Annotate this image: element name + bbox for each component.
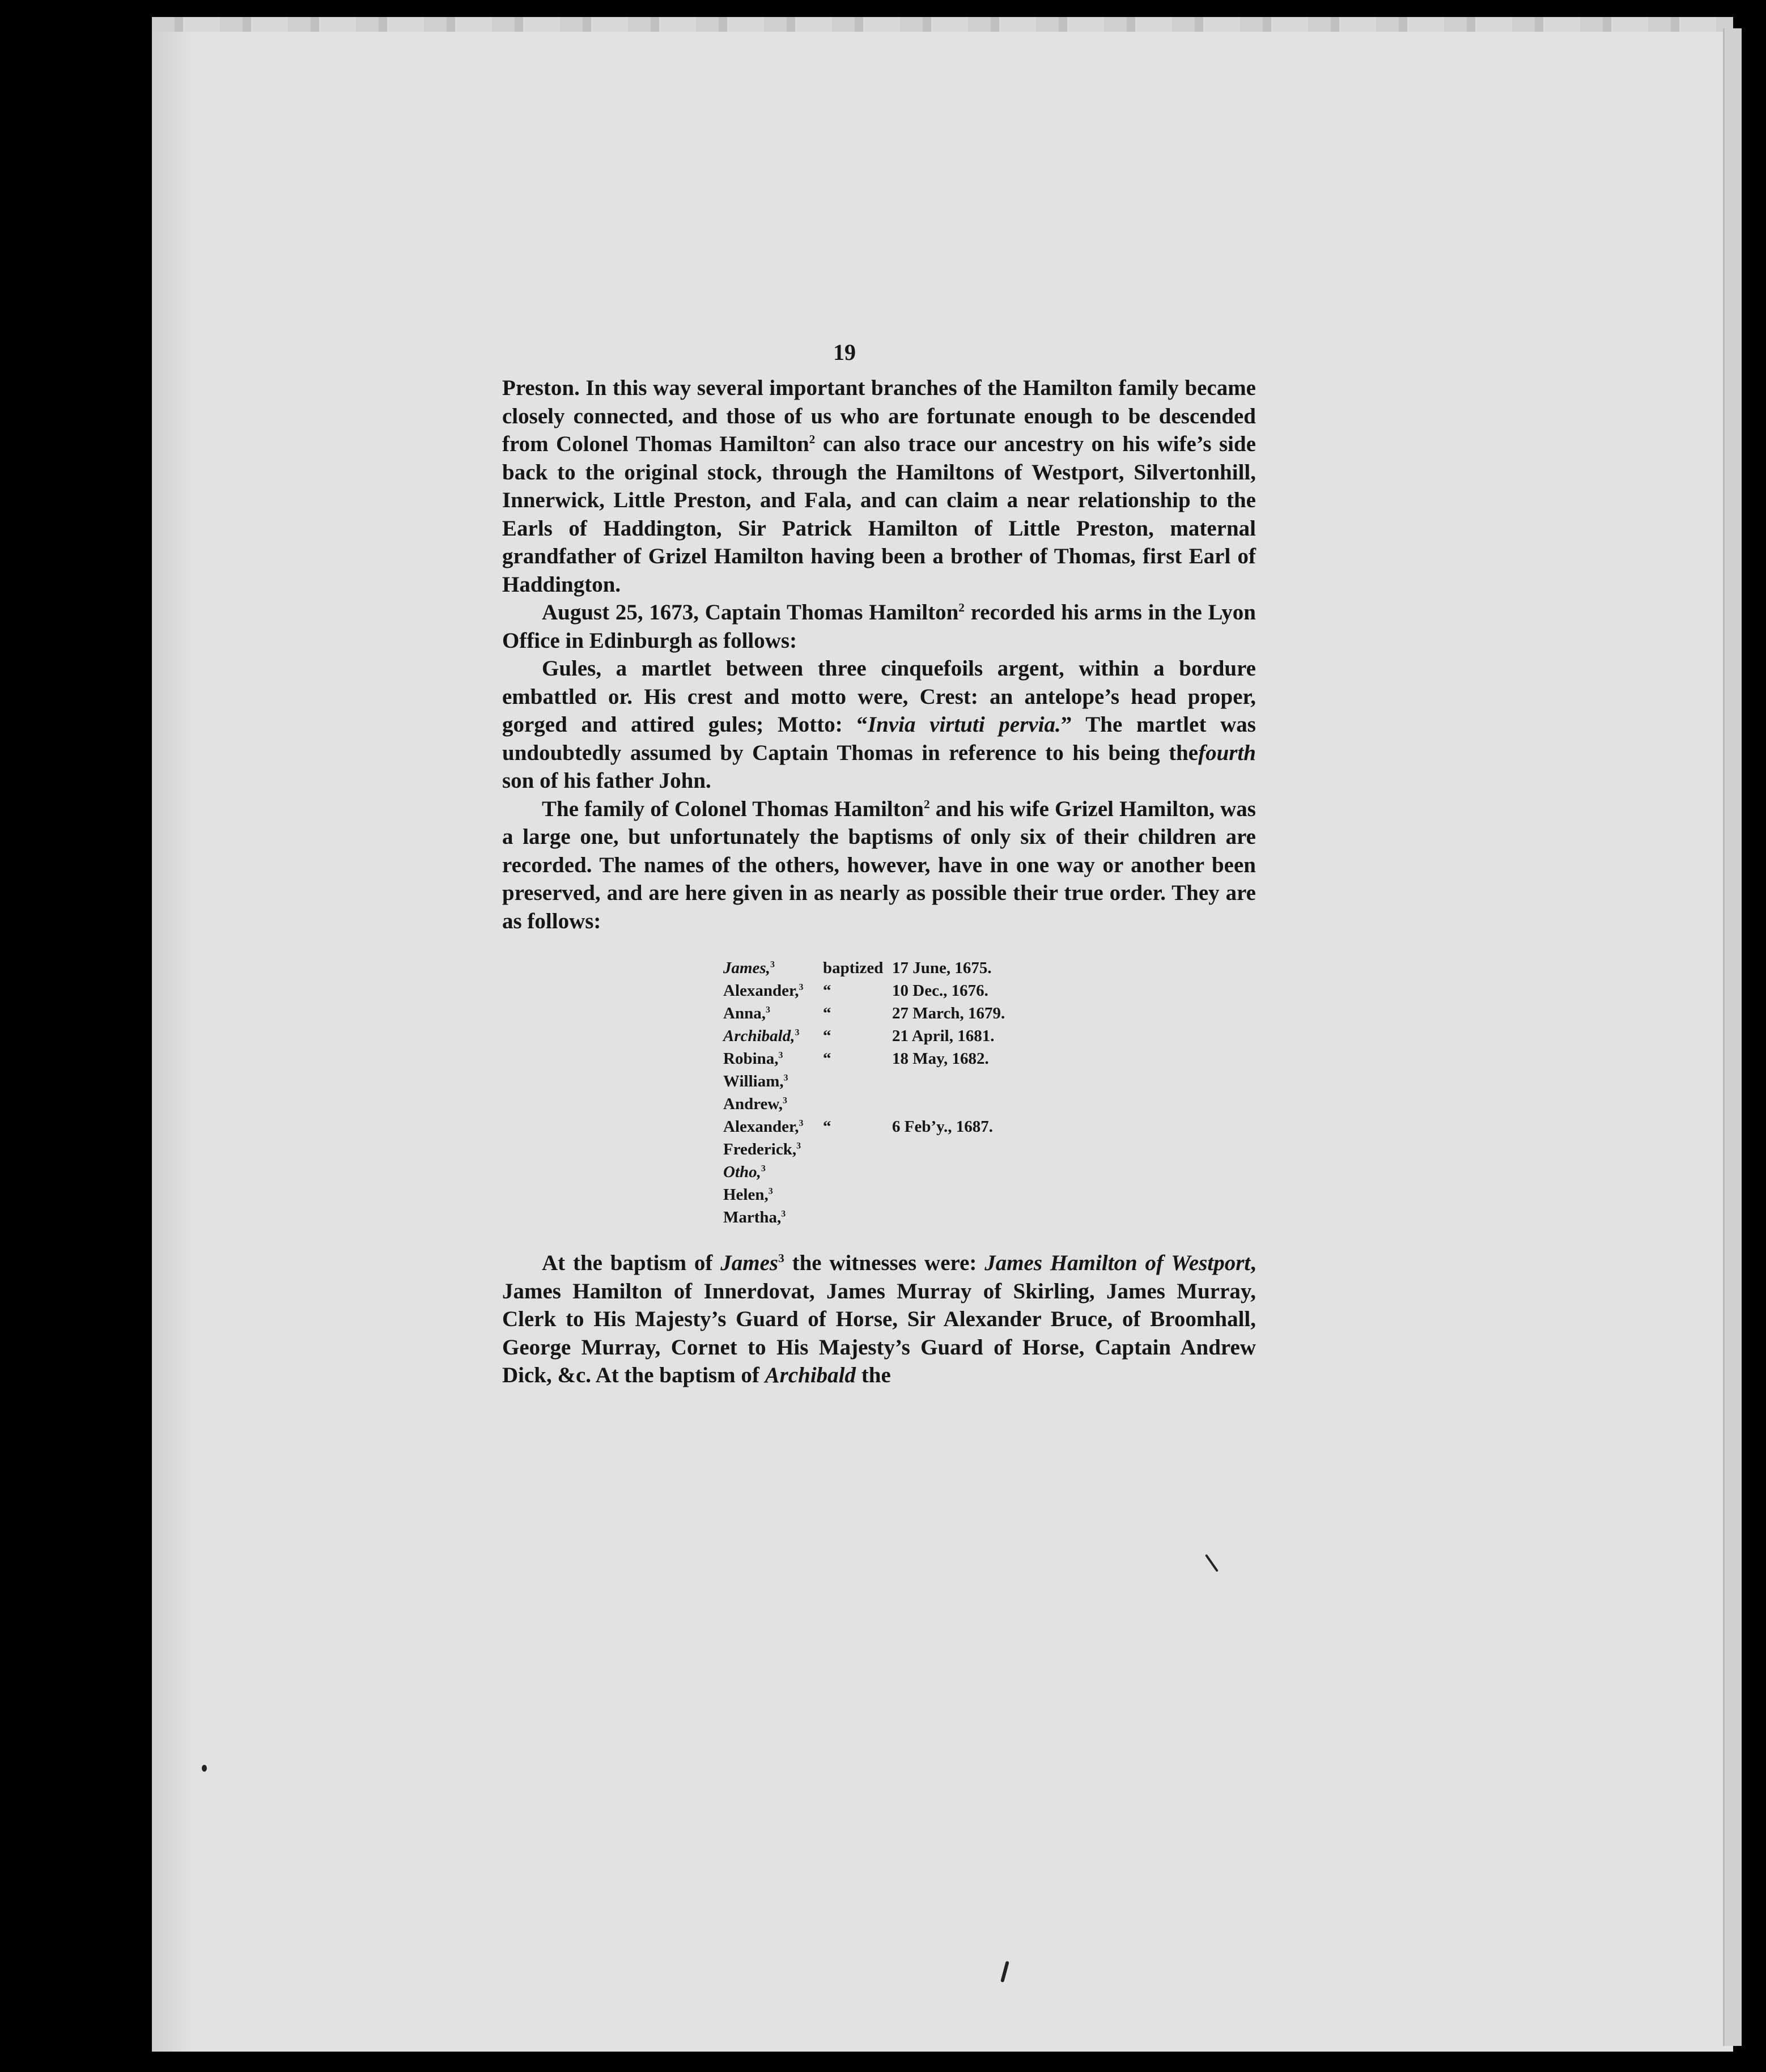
child-name: Martha,	[723, 1208, 782, 1226]
para5-text-d: the	[856, 1363, 891, 1387]
child-baptism-date	[885, 1161, 1005, 1183]
child-name: Robina,	[723, 1050, 779, 1068]
children-table-body	[723, 957, 1005, 1229]
child-generation-superscript: 3	[761, 1164, 766, 1174]
child-baptized-cell	[814, 1183, 885, 1206]
child-generation-superscript: 3	[768, 1186, 773, 1196]
child-name: Alexander,	[723, 982, 799, 1000]
child-name-cell	[723, 1183, 814, 1206]
paragraph-family	[502, 795, 1256, 936]
child-baptized-cell: “	[823, 1118, 831, 1136]
para4-text-b: and his wife Grizel Hamilton, was a large one, but unfortunately the baptisms of only six of their children are recorded. The names of the others, however, have in one way or another been preserved, and are here given in as nearly as possible their true order. They are as follows:	[502, 796, 1256, 933]
text-column	[502, 374, 1256, 1390]
child-name-cell	[723, 1002, 814, 1025]
child-generation-superscript: 3	[796, 1141, 801, 1151]
motto-text: Invia virtuti pervia.	[867, 712, 1061, 737]
child-row	[723, 979, 1005, 1002]
child-name-cell	[723, 1047, 814, 1070]
child-baptized-cell	[814, 1138, 885, 1161]
child-generation-superscript: 3	[770, 959, 775, 970]
archibald-italic: Archibald	[765, 1363, 856, 1387]
child-baptism-date	[885, 1138, 1005, 1161]
child-row	[723, 1161, 1005, 1183]
child-baptized-cell	[814, 1093, 885, 1115]
paragraph-blazon	[502, 655, 1256, 795]
child-name-cell	[723, 1206, 814, 1229]
james-hamilton-westport-italic: James Hamilton of Westport	[984, 1251, 1251, 1275]
para1-text-b: can also trace our ancestry on his wife’s side back to the original stock, through the Hamiltons of Westport, Silvertonhill, Innerwick, Little Preston, and Fala, and can claim a near relationship to the Earls of Haddington, Sir Patrick Hamilton of Little Preston, maternal grandfather of Grizel Hamilton having been a brother of Thomas, first Earl of Haddington.	[502, 432, 1256, 597]
child-generation-superscript: 3	[799, 1118, 804, 1128]
child-name: Otho,	[723, 1163, 761, 1181]
child-name-cell	[723, 1093, 814, 1115]
child-name-cell	[723, 1138, 814, 1161]
child-baptism-date	[885, 1070, 1005, 1093]
page-number: 19	[833, 339, 856, 365]
child-generation-superscript: 3	[783, 1073, 788, 1083]
child-name-cell	[723, 1161, 814, 1183]
page-right-edge	[1723, 28, 1742, 2046]
child-row	[723, 1138, 1005, 1161]
para5-text-c: , James Hamilton of Innerdovat, James Murray of Skirling, James Murray, Clerk to His Majesty’s Guard of Horse, Sir Alexander Bruce, of Broomhall, George Murray, Cornet to His Majesty’s Guard of Horse, Captain Andrew Dick, &c. At the baptism of	[502, 1251, 1256, 1387]
child-baptized-cell	[814, 1206, 885, 1229]
child-name: Archibald,	[723, 1027, 795, 1045]
scan-speck	[202, 1765, 207, 1772]
para2-superscript: 2	[958, 601, 965, 614]
page-left-edge	[152, 17, 192, 2052]
child-baptized-cell	[814, 1070, 885, 1093]
child-name: Alexander,	[723, 1118, 799, 1136]
child-row	[723, 1047, 1005, 1070]
child-baptism-date	[885, 1093, 1005, 1115]
child-baptism-date: 6 Feb’y., 1687.	[892, 1118, 994, 1136]
child-baptized-cell: “	[823, 1004, 831, 1022]
child-baptized-cell: “	[823, 1050, 831, 1068]
child-baptized-cell: “	[823, 982, 831, 1000]
child-generation-superscript: 3	[778, 1050, 783, 1060]
child-generation-superscript: 3	[783, 1096, 787, 1106]
child-name: James,	[723, 959, 770, 977]
child-name-cell	[723, 979, 814, 1002]
para2-text-a: August 25, 1673, Captain Thomas Hamilton	[542, 600, 959, 625]
child-generation-superscript: 3	[795, 1027, 800, 1038]
child-row	[723, 1206, 1005, 1229]
child-baptism-date: 21 April, 1681.	[892, 1027, 995, 1045]
child-name: Frederick,	[723, 1140, 797, 1158]
child-generation-superscript: 3	[765, 1005, 770, 1015]
child-baptized-cell: baptized	[823, 959, 884, 977]
para3-text-b: ” The martlet was undoubtedly assumed by Captain Thomas in reference to his being the	[502, 712, 1256, 765]
child-row	[723, 957, 1005, 979]
child-row	[723, 1093, 1005, 1115]
child-name: Andrew,	[723, 1095, 783, 1113]
paragraph-witnesses	[502, 1249, 1256, 1390]
child-name-cell	[723, 957, 814, 979]
child-baptism-date: 18 May, 1682.	[892, 1050, 989, 1068]
child-name: William,	[723, 1072, 784, 1090]
child-baptized-cell	[814, 1161, 885, 1183]
child-name-cell	[723, 1025, 814, 1047]
child-row	[723, 1115, 1005, 1138]
child-baptized-cell: “	[823, 1027, 831, 1045]
james-italic: James	[720, 1251, 779, 1275]
para1-superscript: 2	[809, 432, 816, 446]
children-table	[723, 957, 1005, 1229]
child-row	[723, 1070, 1005, 1093]
para5-text-a: At the baptism of	[542, 1251, 721, 1275]
child-name: Anna,	[723, 1004, 766, 1022]
para3-text-a: Gules, a martlet between three cinquefoils argent, within a bordure embattled or. His crest and motto were, Crest: an antelope’s head proper, gorged and attired gules; Motto: “	[502, 656, 1256, 737]
para1-text-a: Preston. In this way several important branches of the Hamilton family became closely connected, and those of us who are fortunate enough to be descended from Colonel Thomas Hamilton	[502, 376, 1256, 456]
page-top-edge	[152, 17, 1733, 32]
child-row	[723, 1025, 1005, 1047]
para4-superscript: 2	[923, 797, 930, 811]
para5-superscript: 3	[778, 1251, 784, 1265]
child-baptism-date: 10 Dec., 1676.	[892, 982, 988, 1000]
child-baptism-date: 27 March, 1679.	[892, 1004, 1005, 1022]
fourth-italic: fourth	[1198, 740, 1256, 765]
child-row	[723, 1002, 1005, 1025]
child-baptism-date	[885, 1183, 1005, 1206]
para2-text-b: recorded his arms in the Lyon Office in Edinburgh as follows:	[502, 600, 1256, 653]
child-name-cell	[723, 1070, 814, 1093]
child-generation-superscript: 3	[799, 982, 804, 992]
paragraph-hamilton-branches	[502, 374, 1256, 598]
child-name-cell	[723, 1115, 814, 1138]
para3-text-c: son of his father John.	[502, 768, 711, 793]
child-baptism-date	[885, 1206, 1005, 1229]
child-name: Helen,	[723, 1186, 769, 1204]
child-generation-superscript: 3	[781, 1209, 786, 1219]
child-baptism-date: 17 June, 1675.	[892, 959, 992, 977]
para5-text-b: the witnesses were:	[784, 1251, 985, 1275]
para4-text-a: The family of Colonel Thomas Hamilton	[542, 796, 924, 821]
child-row	[723, 1183, 1005, 1206]
paragraph-arms-recorded	[502, 598, 1256, 655]
